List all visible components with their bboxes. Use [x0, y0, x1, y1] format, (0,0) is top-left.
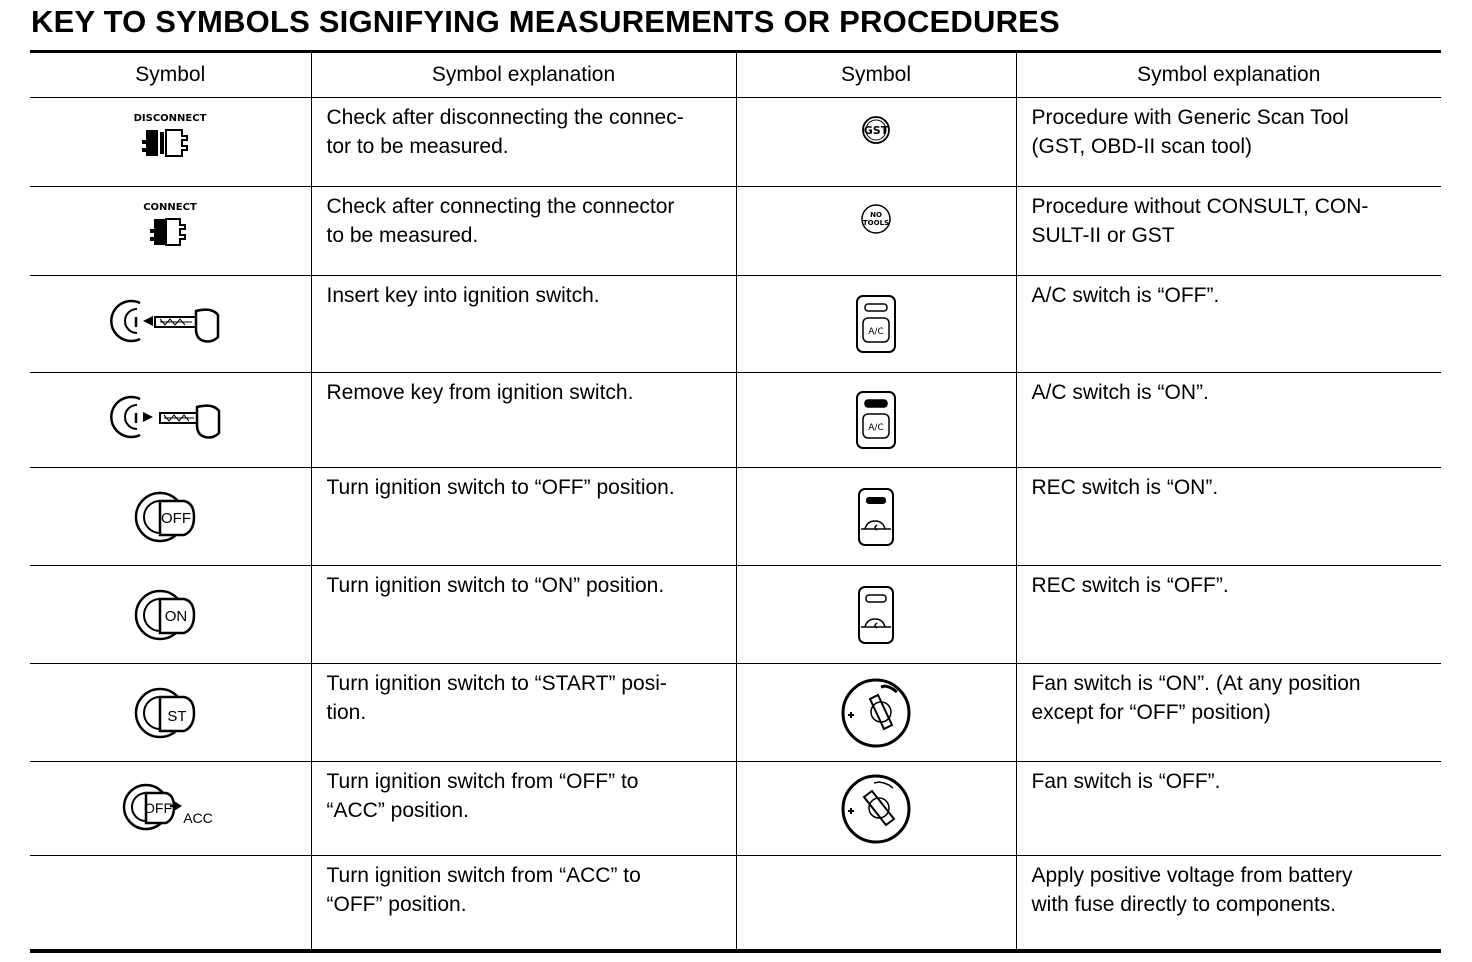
explanation-line: Check after disconnecting the connec-	[326, 106, 684, 129]
explanation-line: tor to be measured.	[326, 135, 509, 158]
no-tools-icon	[856, 201, 896, 237]
explanation-cell	[1016, 373, 1441, 468]
svg-text:CONNECT: CONNECT	[143, 202, 198, 213]
svg-text:ST: ST	[167, 707, 187, 725]
explanation-line: Turn ignition switch to “OFF” position.	[326, 476, 675, 499]
explanation-cell	[1016, 664, 1441, 762]
svg-text:ON: ON	[165, 607, 188, 625]
rec-switch-on-icon	[851, 485, 901, 549]
explanation-cell	[311, 664, 736, 762]
explanation-line: Procedure without CONSULT, CON-	[1031, 195, 1369, 218]
explanation-line: A/C switch is “OFF”.	[1031, 284, 1220, 307]
svg-text:OFF: OFF	[144, 799, 173, 816]
svg-text:DISCONNECT: DISCONNECT	[133, 113, 207, 124]
generic-scan-tool-icon	[856, 112, 896, 148]
table-row	[30, 276, 1441, 373]
table-row	[30, 566, 1441, 664]
symbol-cell	[736, 468, 1016, 566]
symbol-cell	[736, 566, 1016, 664]
table-row	[30, 373, 1441, 468]
explanation-line: Fan switch is “OFF”.	[1031, 770, 1221, 793]
svg-text:A/C: A/C	[868, 423, 884, 433]
explanation-cell	[311, 468, 736, 566]
fan-switch-on-icon	[836, 673, 916, 753]
explanation-line: (GST, OBD-II scan tool)	[1031, 135, 1253, 158]
symbol-cell	[30, 856, 311, 951]
explanation-line: Insert key into ignition switch.	[326, 284, 600, 307]
explanation-line: REC switch is “OFF”.	[1031, 574, 1229, 597]
explanation-line: Apply positive voltage from battery	[1031, 864, 1353, 887]
explanation-cell	[311, 762, 736, 856]
explanation-line: Procedure with Generic Scan Tool	[1031, 106, 1349, 129]
explanation-cell	[311, 373, 736, 468]
ignition-off-icon	[130, 481, 210, 553]
header-explanation-right: Symbol explanation	[1016, 52, 1441, 98]
symbol-cell	[736, 762, 1016, 856]
explanation-cell	[311, 566, 736, 664]
ignition-start-icon	[130, 677, 210, 749]
symbol-cell	[736, 98, 1016, 187]
explanation-line: SULT-II or GST	[1031, 224, 1175, 247]
explanation-cell	[1016, 762, 1441, 856]
connector-connect-icon	[130, 201, 210, 261]
symbol-cell	[30, 566, 311, 664]
symbol-cell	[736, 856, 1016, 951]
table-row	[30, 762, 1441, 856]
table-row	[30, 664, 1441, 762]
remove-key-icon	[110, 385, 230, 455]
explanation-line: Fan switch is “ON”. (At any position	[1031, 672, 1361, 695]
explanation-cell	[311, 187, 736, 276]
explanation-cell	[1016, 98, 1441, 187]
svg-text:A/C: A/C	[868, 327, 884, 337]
explanation-cell	[1016, 276, 1441, 373]
ac-switch-off-icon	[851, 292, 901, 356]
svg-text:OFF: OFF	[161, 509, 192, 527]
insert-key-icon	[110, 289, 230, 359]
symbol-cell	[30, 468, 311, 566]
rec-switch-off-icon	[851, 583, 901, 647]
explanation-cell	[311, 856, 736, 951]
explanation-line: with fuse directly to components.	[1031, 893, 1337, 916]
header-symbol-right: Symbol	[736, 52, 1016, 98]
ac-switch-on-icon	[851, 388, 901, 452]
explanation-cell	[1016, 187, 1441, 276]
page-title: KEY TO SYMBOLS SIGNIFYING MEASUREMENTS OR PROCEDURES	[31, 4, 1060, 39]
table-row	[30, 98, 1441, 187]
svg-text:ACC: ACC	[183, 809, 214, 826]
svg-text:NO: NO	[870, 211, 882, 219]
symbol-cell	[736, 276, 1016, 373]
table-row	[30, 468, 1441, 566]
table-row	[30, 856, 1441, 951]
symbol-cell	[736, 664, 1016, 762]
explanation-cell	[1016, 856, 1441, 951]
symbol-cell	[30, 187, 311, 276]
explanation-line: REC switch is “ON”.	[1031, 476, 1219, 499]
symbol-cell	[30, 664, 311, 762]
svg-text:TOOLS: TOOLS	[862, 219, 890, 227]
explanation-line: Turn ignition switch from “ACC” to	[326, 864, 641, 887]
explanation-line: A/C switch is “ON”.	[1031, 381, 1209, 404]
explanation-cell	[1016, 468, 1441, 566]
symbol-key-table	[30, 50, 1441, 953]
explanation-line: Turn ignition switch to “ON” position.	[326, 574, 665, 597]
header-explanation-left: Symbol explanation	[311, 52, 736, 98]
explanation-line: except for “OFF” position)	[1031, 701, 1271, 724]
symbol-cell	[30, 373, 311, 468]
symbol-cell	[30, 98, 311, 187]
connector-disconnect-icon	[130, 112, 210, 172]
explanation-cell	[311, 98, 736, 187]
symbol-cell	[736, 187, 1016, 276]
explanation-line: “OFF” position.	[326, 893, 467, 916]
table-row	[30, 187, 1441, 276]
explanation-line: Turn ignition switch to “START” posi-	[326, 672, 667, 695]
ignition-on-icon	[130, 579, 210, 651]
svg-text:GST: GST	[863, 124, 889, 137]
symbol-cell	[30, 276, 311, 373]
explanation-line: to be measured.	[326, 224, 479, 247]
explanation-line: Check after connecting the connector	[326, 195, 675, 218]
explanation-cell	[1016, 566, 1441, 664]
symbol-cell	[736, 373, 1016, 468]
explanation-cell	[311, 276, 736, 373]
explanation-line: “ACC” position.	[326, 799, 469, 822]
fan-switch-off-icon	[836, 769, 916, 849]
ignition-off-to-acc-icon	[120, 773, 220, 845]
explanation-line: tion.	[326, 701, 367, 724]
table-header-row	[30, 52, 1441, 98]
symbol-cell	[30, 762, 311, 856]
explanation-line: Remove key from ignition switch.	[326, 381, 634, 404]
header-symbol-left: Symbol	[30, 52, 311, 98]
explanation-line: Turn ignition switch from “OFF” to	[326, 770, 639, 793]
